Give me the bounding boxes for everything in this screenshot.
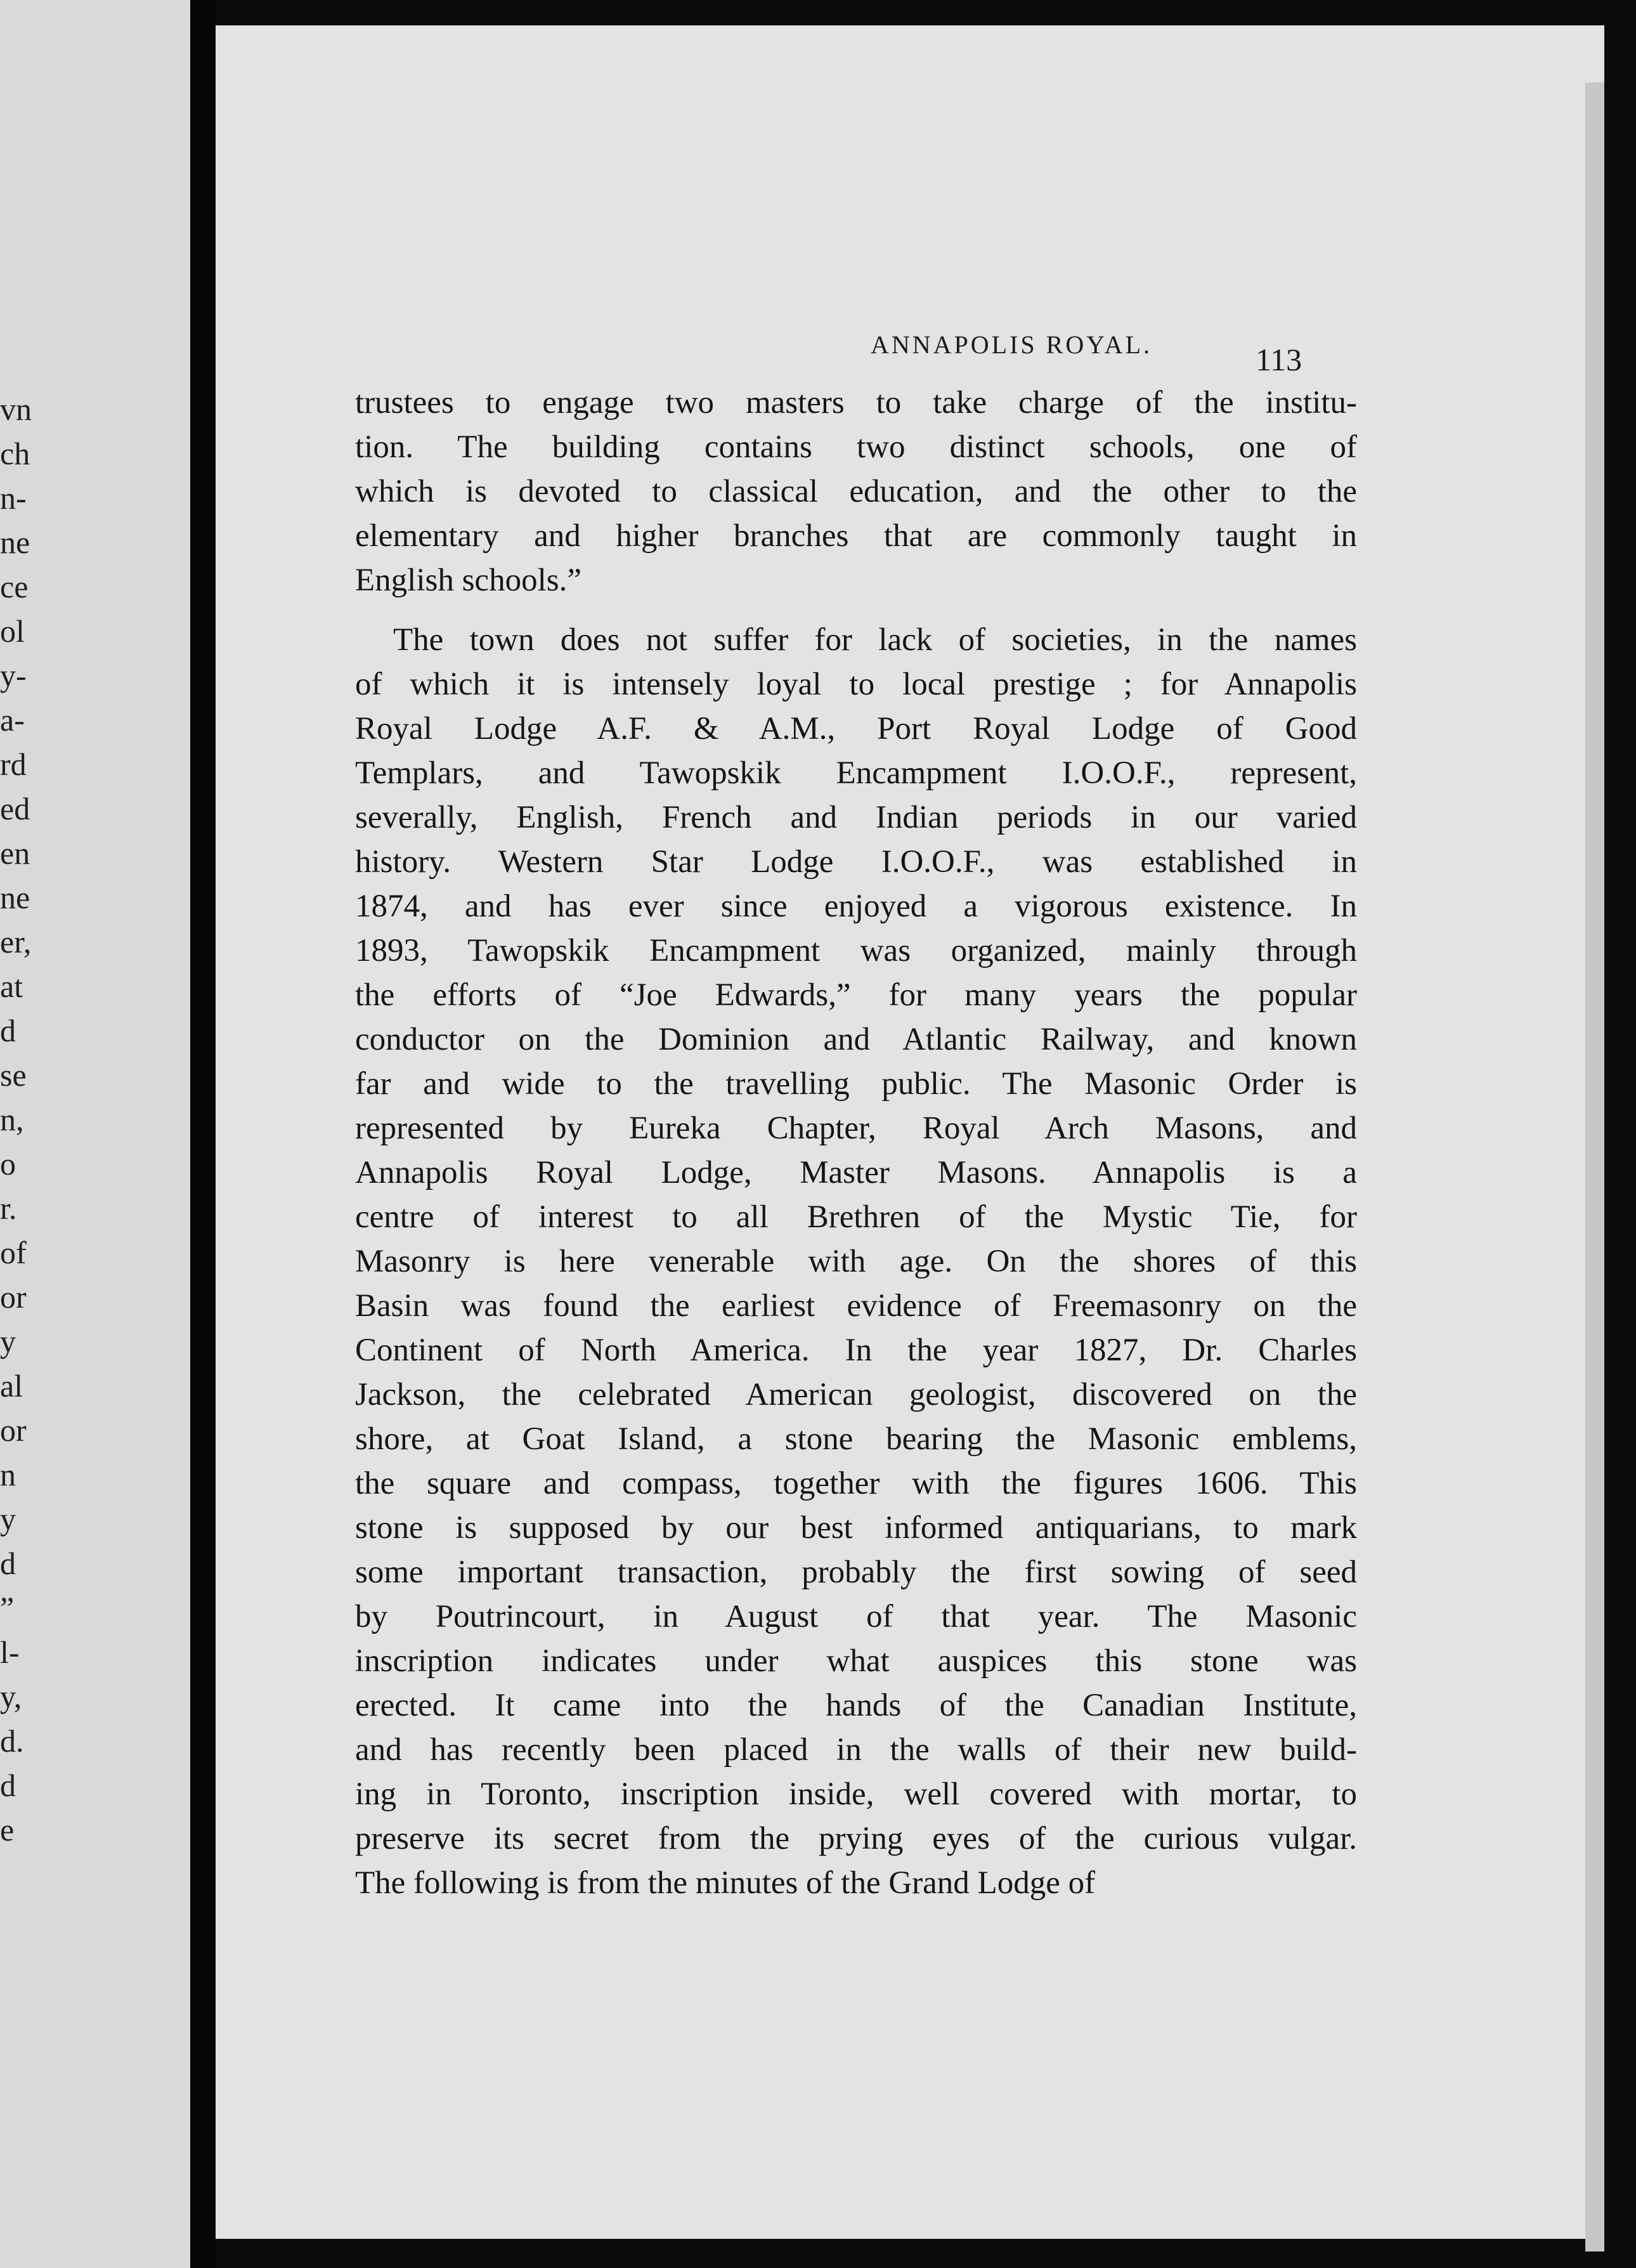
running-head: ANNAPOLIS ROYAL. <box>870 330 1153 359</box>
left-page-fragment: y- <box>0 658 27 693</box>
left-page-fragment: n <box>0 1457 16 1492</box>
left-page-fragment: at <box>0 968 23 1004</box>
text-line: elementary and higher branches that are commonly taught in <box>355 518 1357 554</box>
left-page-fragment: al <box>0 1368 23 1404</box>
left-page-fragment: er, <box>0 924 32 960</box>
text-line: tion. The building contains two distinct schools, one of <box>355 429 1357 465</box>
text-line: the square and compass, together with the figures 1606. This <box>355 1466 1357 1501</box>
text-line: far and wide to the travelling public. The Masonic Order is <box>355 1066 1357 1102</box>
left-page-fragment: of <box>0 1235 27 1270</box>
left-page-fragment: se <box>0 1057 27 1093</box>
text-line: trustees to engage two masters to take charge of the institu- <box>355 385 1357 420</box>
left-page-edge <box>0 0 190 2268</box>
left-page-fragment: a- <box>0 702 25 738</box>
right-page <box>216 25 1604 2239</box>
left-page-fragment: r. <box>0 1190 17 1226</box>
left-page-fragment: or <box>0 1412 27 1448</box>
text-line: shore, at Goat Island, a stone bearing the Masonic emblems, <box>355 1421 1357 1457</box>
text-line: erected. It came into the hands of the Canadian Institute, <box>355 1688 1357 1723</box>
left-page-fragment: l- <box>0 1634 20 1670</box>
left-page-fragment: ed <box>0 791 30 826</box>
left-page-fragment: e <box>0 1812 15 1848</box>
text-line: severally, English, French and Indian periods in our varied <box>355 800 1357 835</box>
text-line: some important transaction, probably the first sowing of seed <box>355 1554 1357 1590</box>
text-line: Basin was found the earliest evidence of Freemasonry on the <box>355 1288 1357 1324</box>
text-line: which is devoted to classical education, and the other to the <box>355 474 1357 509</box>
left-page-fragment: ne <box>0 525 30 560</box>
text-line: Continent of North America. In the year 1827, Dr. Charles <box>355 1333 1357 1368</box>
text-line: and has recently been placed in the walls of their new build- <box>355 1732 1357 1768</box>
left-page-fragment: d <box>0 1546 16 1581</box>
text-line: English schools.” <box>355 563 581 598</box>
left-page-fragment: ol <box>0 613 25 649</box>
left-page-fragment: vn <box>0 391 32 427</box>
left-page-fragment: o <box>0 1146 16 1182</box>
text-line: Annapolis Royal Lodge, Master Masons. Annapolis is a <box>355 1155 1357 1190</box>
page-edge-shadow <box>1585 82 1604 2252</box>
left-page-fragment: n, <box>0 1102 24 1137</box>
text-line: 1874, and has ever since enjoyed a vigorous existence. In <box>355 889 1357 924</box>
left-page-fragment: or <box>0 1279 27 1315</box>
text-line: history. Western Star Lodge I.O.O.F., was established in <box>355 844 1357 880</box>
left-page-fragment: ” <box>0 1590 15 1626</box>
left-page-fragment: y <box>0 1324 16 1359</box>
left-page-fragment: ne <box>0 880 30 915</box>
text-line: Masonry is here venerable with age. On the shores of this <box>355 1244 1357 1279</box>
text-line: conductor on the Dominion and Atlantic Railway, and known <box>355 1022 1357 1057</box>
text-line: by Poutrincourt, in August of that year. The Masonic <box>355 1599 1357 1634</box>
left-page-fragment: en <box>0 835 30 871</box>
text-line: centre of interest to all Brethren of the Mystic Tie, for <box>355 1199 1357 1235</box>
text-line: ing in Toronto, inscription inside, well covered with mortar, to <box>355 1776 1357 1812</box>
left-page-fragment: y <box>0 1501 16 1537</box>
text-line: represented by Eureka Chapter, Royal Arch Masons, and <box>355 1111 1357 1146</box>
left-page-fragment: ce <box>0 569 29 604</box>
text-line: the efforts of “Joe Edwards,” for many years the popular <box>355 977 1357 1013</box>
text-line: 1893, Tawopskik Encampment was organized, mainly through <box>355 933 1357 968</box>
left-page-fragment: d <box>0 1768 16 1803</box>
left-page-fragment: y, <box>0 1679 22 1714</box>
text-line: preserve its secret from the prying eyes of the curious vulgar. <box>355 1821 1357 1856</box>
text-line: The following is from the minutes of the Grand Lodge of <box>355 1865 1096 1901</box>
left-page-fragment: n- <box>0 480 27 516</box>
text-line: inscription indicates under what auspices this stone was <box>355 1643 1357 1679</box>
body-text <box>355 381 1357 1905</box>
text-line: stone is supposed by our best informed antiquarians, to mark <box>355 1510 1357 1546</box>
left-page-fragment: rd <box>0 746 27 782</box>
text-line: Jackson, the celebrated American geologist, discovered on the <box>355 1377 1357 1412</box>
page-number: 113 <box>1256 342 1302 377</box>
left-page-fragment: d <box>0 1013 16 1048</box>
text-line: The town does not suffer for lack of societies, in the names <box>393 622 1357 658</box>
text-line: of which it is intensely loyal to local prestige ; for Annapolis <box>355 667 1357 702</box>
book-gutter <box>190 0 216 2268</box>
left-page-fragment: ch <box>0 436 30 471</box>
text-line: Royal Lodge A.F. & A.M., Port Royal Lodge of Good <box>355 711 1357 746</box>
left-page-fragment: d. <box>0 1723 24 1759</box>
text-line: Templars, and Tawopskik Encampment I.O.O.F., represent, <box>355 755 1357 791</box>
